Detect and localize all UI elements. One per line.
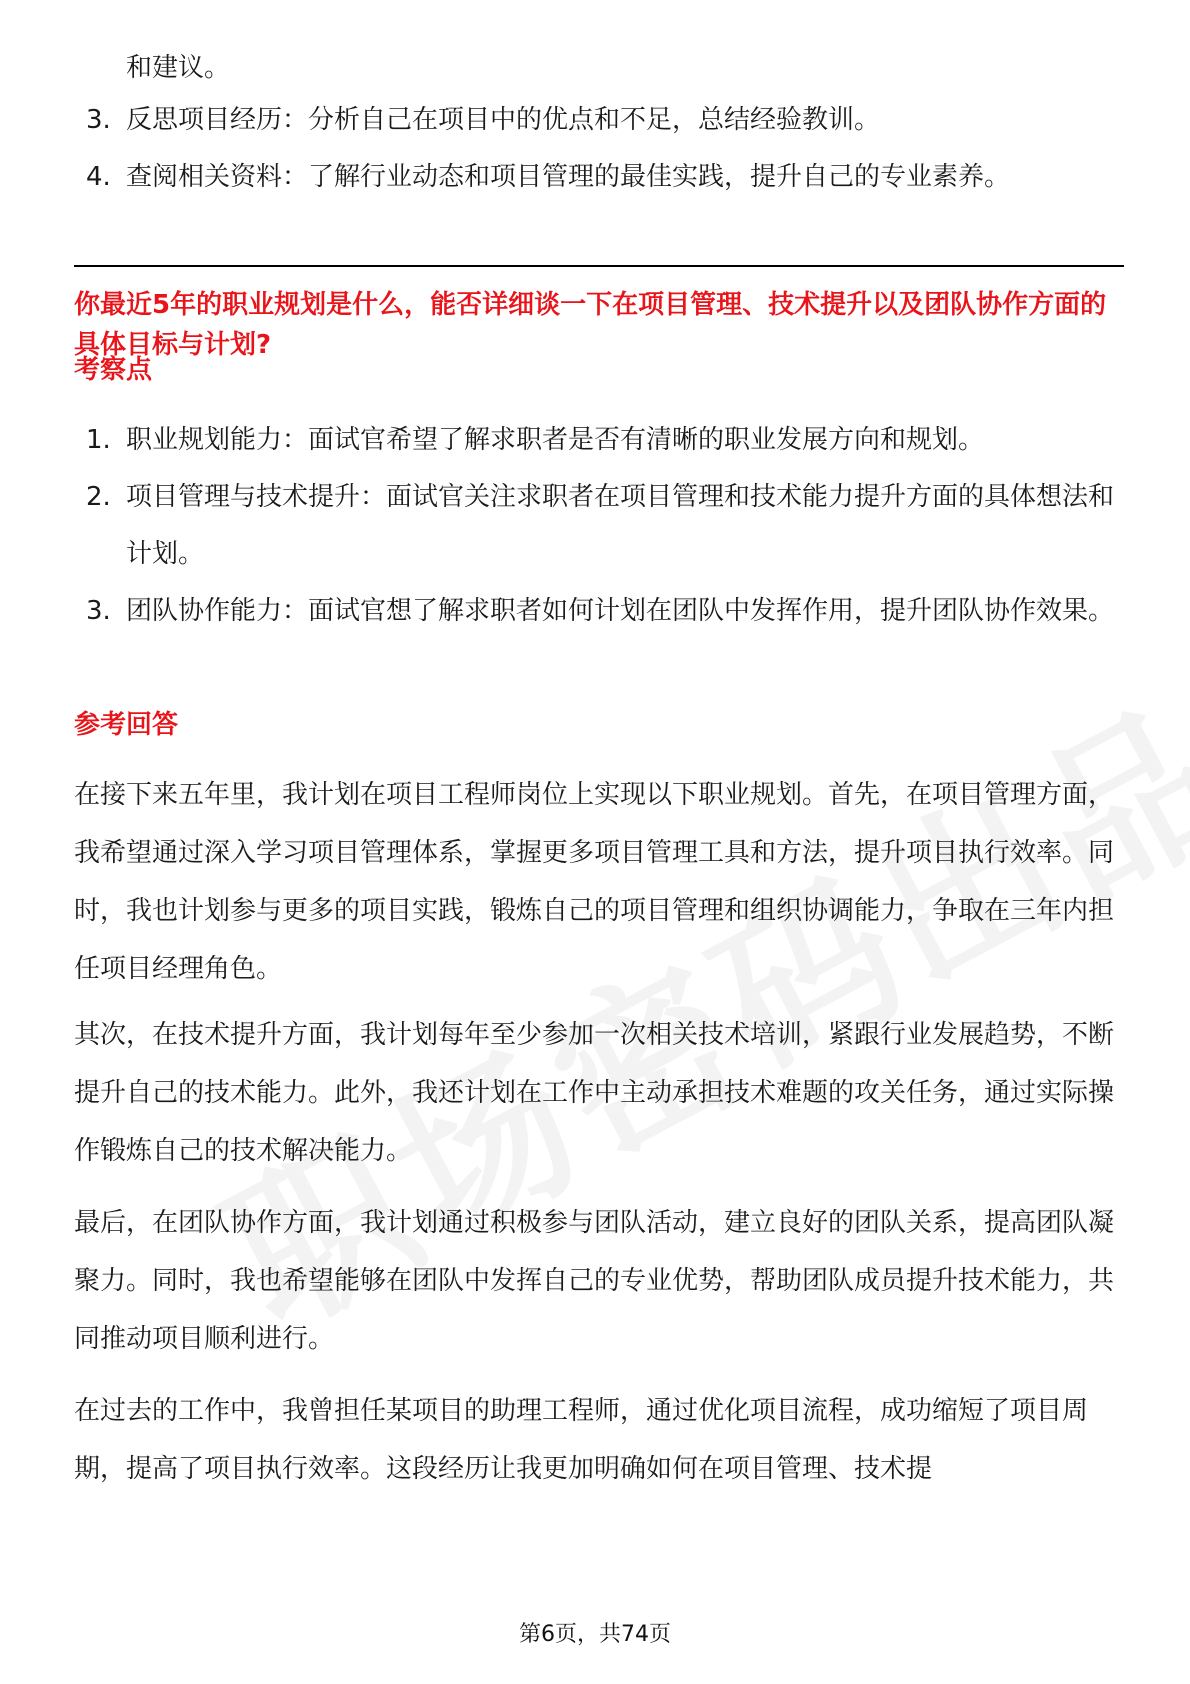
answer-paragraph: 在过去的工作中，我曾担任某项目的助理工程师，通过优化项目流程，成功缩短了项目周期，提高了项目执行效率。这段经历让我更加明确如何在项目管理、技术提 — [74, 1396, 1089, 1484]
answer-paragraph: 在接下来五年里，我计划在项目工程师岗位上实现以下职业规划。首先，在项目管理方面，我希望通过深入学习项目管理体系，掌握更多项目管理工具和方法，提升项目执行效率。同时，我也计划参与更多的项目实践，锻炼自己的项目管理和组织协调能力，争取在三年内担任项目经理角色。 — [74, 780, 1115, 984]
answer-paragraph: 其次，在技术提升方面，我计划每年至少参加一次相关技术培训，紧跟行业发展趋势，不断提升自己的技术能力。此外，我还计划在工作中主动承担技术难题的攻关任务，通过实际操作锻炼自己的技术解决能力。 — [74, 1020, 1115, 1166]
list-item — [74, 149, 1124, 206]
list-number: 1. — [86, 425, 111, 455]
answer-heading: 参考回答 — [74, 710, 179, 740]
list-number: 3. — [86, 105, 111, 135]
focus-list — [74, 412, 1124, 640]
list-item-text: 团队协作能力：面试官想了解求职者如何计划在团队中发挥作用，提升团队协作效果。 — [126, 596, 1115, 626]
top-list — [74, 92, 1124, 206]
list-item-text: 职业规划能力：面试官希望了解求职者是否有清晰的职业发展方向和规划。 — [126, 425, 985, 455]
focus-heading: 考察点 — [74, 355, 153, 385]
list-item-text: 反思项目经历：分析自己在项目中的优点和不足，总结经验教训。 — [126, 105, 881, 135]
list-item-continuation: 和建议。 — [126, 53, 231, 83]
answer-paragraph: 最后，在团队协作方面，我计划通过积极参与团队活动，建立良好的团队关系，提高团队凝聚力。同时，我也希望能够在团队中发挥自己的专业优势，帮助团队成员提升技术能力，共同推动项目顺利进行。 — [74, 1208, 1115, 1354]
list-item — [74, 92, 1124, 149]
list-item — [74, 583, 1124, 640]
list-number: 4. — [86, 162, 111, 192]
interview-question: 你最近5年的职业规划是什么，能否详细谈一下在项目管理、技术提升以及团队协作方面的具体目标与计划? — [74, 290, 1107, 360]
list-item-text: 项目管理与技术提升：面试官关注求职者在项目管理和技术能力提升方面的具体想法和计划。 — [126, 482, 1115, 569]
list-number: 2. — [86, 482, 111, 512]
list-item — [74, 469, 1124, 583]
list-item-text: 查阅相关资料：了解行业动态和项目管理的最佳实践，提升自己的专业素养。 — [126, 162, 1011, 192]
section-divider — [74, 265, 1124, 267]
list-number: 3. — [86, 596, 111, 626]
list-item — [74, 412, 1124, 469]
page-footer: 第6页，共74页 — [519, 1622, 671, 1647]
